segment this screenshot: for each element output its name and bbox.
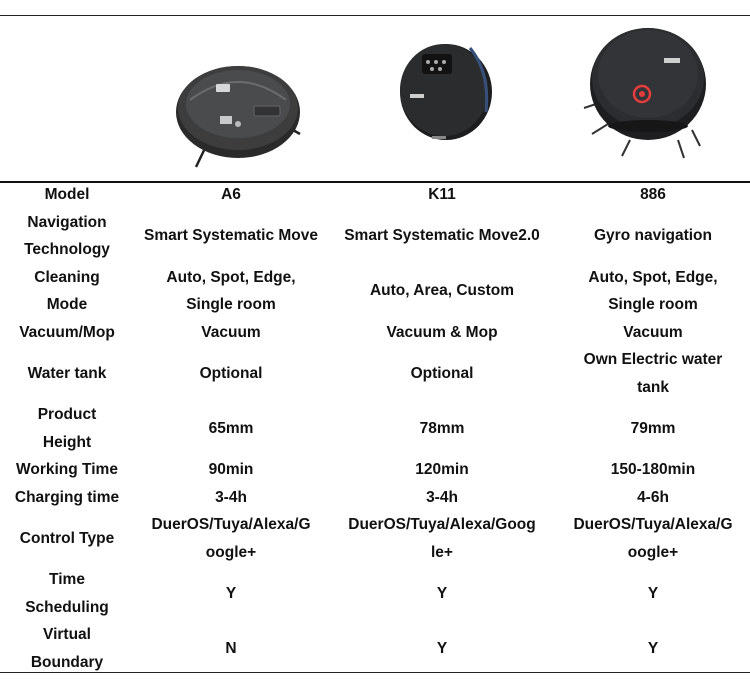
spec-cell-line: Single room [608, 296, 698, 313]
spec-cell-line: Scheduling [25, 598, 109, 616]
spec-cell-a6 [134, 621, 328, 676]
spec-cell-line: Vacuum [623, 323, 683, 341]
spec-cell-k11 [328, 484, 556, 512]
spec-cell-line: Y [436, 584, 448, 602]
spec-cell-line: Auto, Spot, Edge, [588, 268, 718, 286]
spec-cell-line: Gyro navigation [594, 227, 712, 245]
spec-cell-line: Single room [186, 296, 276, 313]
spec-cell-label [0, 264, 134, 319]
spec-cell-line: Vacuum [201, 323, 261, 341]
spec-cell-line: 3-4h [215, 488, 247, 506]
spec-cell-line: 150-180min [610, 461, 696, 478]
spec-cell-line: Y [436, 639, 448, 657]
spec-cell-line: Control Type [19, 529, 115, 547]
spec-cell-line: Smart Systematic Move2.0 [344, 227, 540, 245]
spec-cell-line: le+ [431, 543, 453, 561]
spec-row [0, 209, 750, 264]
spec-cell-line: 4-6h [637, 488, 669, 506]
spec-cell-line: Cleaning [34, 268, 100, 286]
spec-cell-line: Water tank [27, 364, 107, 382]
spec-row [0, 319, 750, 347]
header-model-k11: K11 [428, 186, 456, 203]
spec-cell-line: Height [42, 433, 92, 451]
spec-cell-line: 79mm [630, 419, 676, 437]
spec-cell-886 [556, 401, 750, 456]
spec-cell-a6 [134, 484, 328, 512]
spec-cell-line: N [225, 639, 237, 657]
spec-cell-line: Auto, Area, Custom [369, 282, 515, 300]
spec-cell-label [0, 401, 134, 456]
spec-cell-line: Vacuum & Mop [386, 323, 498, 341]
bottom-rule [0, 672, 750, 673]
spec-row [0, 401, 750, 456]
product-images [0, 16, 750, 181]
spec-cell-line: Y [647, 639, 659, 657]
spec-cell-a6 [134, 209, 328, 264]
spec-cell-k11 [328, 264, 556, 319]
spec-cell-line: Mode [46, 296, 88, 313]
spec-cell-k11 [328, 401, 556, 456]
spec-cell-886 [556, 346, 750, 401]
spec-cell-k11 [328, 511, 556, 566]
spec-cell-line: Product [37, 406, 97, 423]
spec-cell-line: Working Time [16, 461, 118, 478]
spec-cell-line: DuerOS/Tuya/Alexa/G [573, 516, 733, 533]
spec-cell-label [0, 484, 134, 512]
spec-cell-a6 [134, 511, 328, 566]
spec-cell-a6 [134, 319, 328, 347]
spec-cell-886 [556, 319, 750, 347]
spec-cell-886 [556, 209, 750, 264]
spec-cell-line: Smart Systematic Move [143, 227, 319, 245]
spec-cell-line: Y [225, 584, 237, 602]
spec-row [0, 484, 750, 512]
spec-cell-886 [556, 484, 750, 512]
spec-cell-line: tank [637, 378, 669, 396]
spec-cell-886 [556, 456, 750, 484]
spec-cell-k11 [328, 346, 556, 401]
spec-cell-k11 [328, 319, 556, 347]
spec-cell-line: 3-4h [426, 488, 458, 506]
spec-cell-line: Vacuum/Mop [19, 323, 115, 341]
spec-cell-line: 90min [208, 461, 254, 478]
spec-table [0, 181, 750, 676]
spec-cell-line: oogle+ [627, 543, 679, 561]
header-model-886: 886 [640, 186, 666, 203]
spec-row [0, 566, 750, 621]
robot-a6-image [168, 42, 308, 172]
spec-cell-line: Virtual [43, 626, 91, 643]
robot-886-image [582, 22, 722, 172]
spec-cell-line: 78mm [419, 419, 465, 437]
header-row [0, 181, 750, 209]
spec-cell-886 [556, 621, 750, 676]
spec-cell-label [0, 621, 134, 676]
spec-cell-a6 [134, 401, 328, 456]
spec-cell-a6 [134, 264, 328, 319]
spec-cell-k11 [328, 566, 556, 621]
spec-cell-line: 65mm [208, 419, 254, 437]
spec-row [0, 264, 750, 319]
spec-cell-line: Y [647, 584, 659, 602]
spec-cell-label [0, 566, 134, 621]
spec-row [0, 346, 750, 401]
spec-cell-label [0, 511, 134, 566]
spec-cell-label [0, 456, 134, 484]
spec-cell-line: Charging time [14, 488, 120, 506]
spec-cell-line: Optional [199, 364, 263, 382]
spec-cell-line: Auto, Spot, Edge, [166, 268, 296, 286]
spec-cell-line: DuerOS/Tuya/Alexa/G [151, 516, 311, 533]
header-label: Model [44, 186, 90, 203]
spec-cell-a6 [134, 566, 328, 621]
spec-row [0, 456, 750, 484]
spec-cell-k11 [328, 621, 556, 676]
spec-cell-886 [556, 264, 750, 319]
spec-row [0, 511, 750, 566]
spec-cell-line: DuerOS/Tuya/Alexa/Goog [348, 516, 536, 533]
spec-cell-886 [556, 511, 750, 566]
spec-cell-label [0, 209, 134, 264]
spec-cell-line: Boundary [30, 653, 104, 671]
robot-k11-image [390, 32, 500, 152]
spec-cell-k11 [328, 456, 556, 484]
spec-cell-line: Optional [410, 364, 474, 382]
spec-cell-line: oogle+ [205, 543, 257, 561]
spec-cell-line: 120min [415, 461, 469, 478]
spec-cell-line: Time [49, 571, 85, 588]
spec-cell-k11 [328, 209, 556, 264]
spec-cell-a6 [134, 346, 328, 401]
spec-row [0, 621, 750, 676]
spec-cell-line: Navigation [27, 213, 107, 231]
spec-cell-886 [556, 566, 750, 621]
spec-cell-a6 [134, 456, 328, 484]
spec-cell-label [0, 319, 134, 347]
spec-cell-line: Technology [24, 241, 110, 258]
spec-cell-line: Own Electric water [583, 351, 723, 368]
spec-cell-label [0, 346, 134, 401]
header-model-a6: A6 [221, 186, 241, 203]
